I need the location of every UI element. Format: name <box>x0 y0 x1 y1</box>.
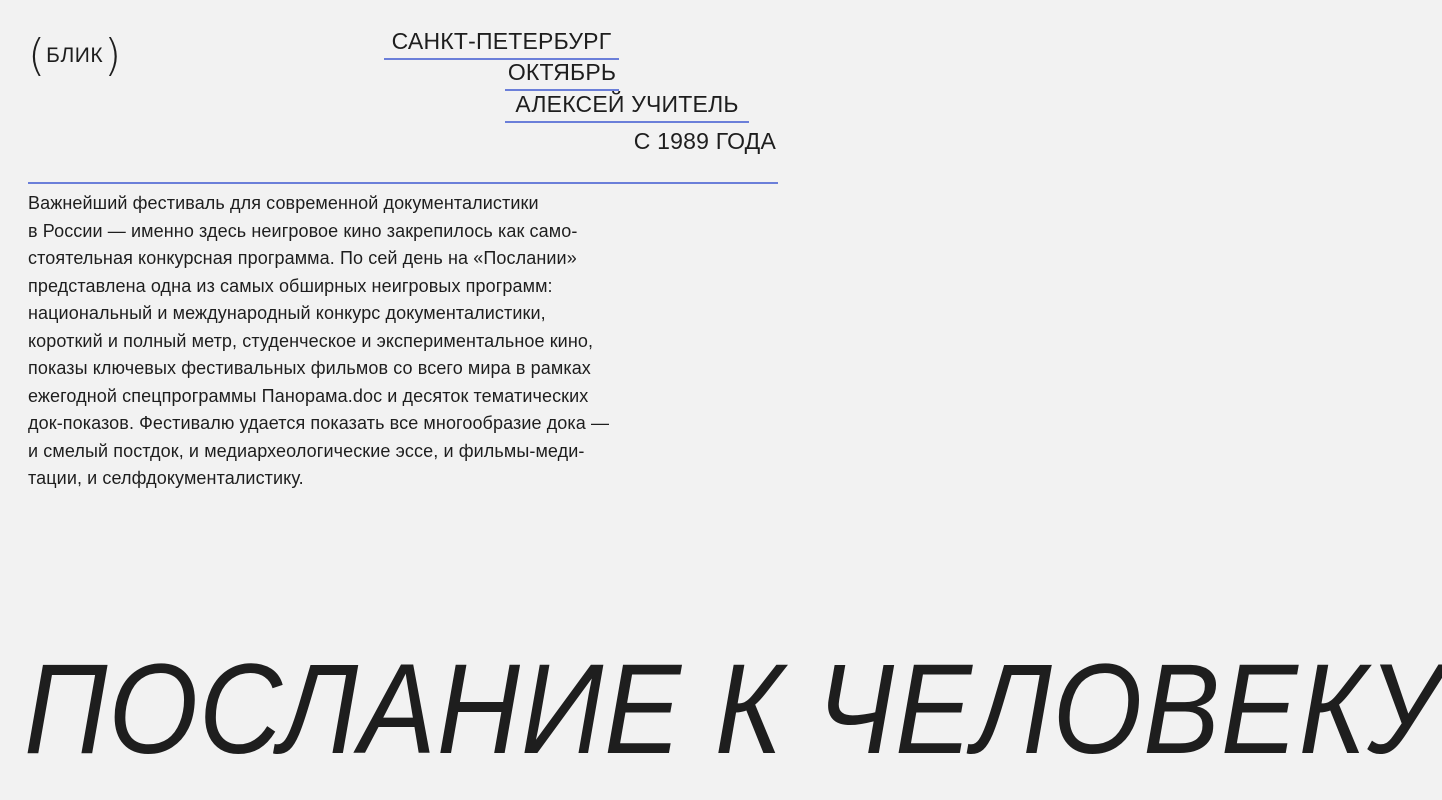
logo-open-paren: ( <box>28 30 46 81</box>
city-label: САНКТ-ПЕТЕРБУРГ <box>384 26 619 60</box>
festival-title: ПОСЛАНИЕ К ЧЕЛОВЕКУ <box>24 638 1442 781</box>
logo <box>28 32 121 80</box>
director-label: АЛЕКСЕЙ УЧИТЕЛЬ <box>505 89 749 123</box>
section-divider <box>28 182 778 184</box>
month-label: ОКТЯБРЬ <box>505 57 619 91</box>
festival-description: Важнейший фестиваль для современной документалистики в России — именно здесь неигровое кино закрепилось как само- стоятельная конкурсная программа. По сей день на «Послании» представлена одна из самых обширных неигровых программ: национальный и международный конкурс документалистики, короткий и полный метр, студенческое и экспериментальное кино, показы ключевых фестивальных фильмов со всего мира в рамках ежегодной спецпрограммы Панорама.doc и десяток тематических док-показов. Фестивалю удается показать все многообразие дока — и смелый постдок, и медиархеологические эссе, и фильмы-меди- тации, и селфдокументалистику. <box>28 193 610 488</box>
logo-text: БЛИК <box>46 44 104 67</box>
logo-close-paren: ) <box>104 30 122 81</box>
since-label: С 1989 ГОДА <box>633 128 776 154</box>
